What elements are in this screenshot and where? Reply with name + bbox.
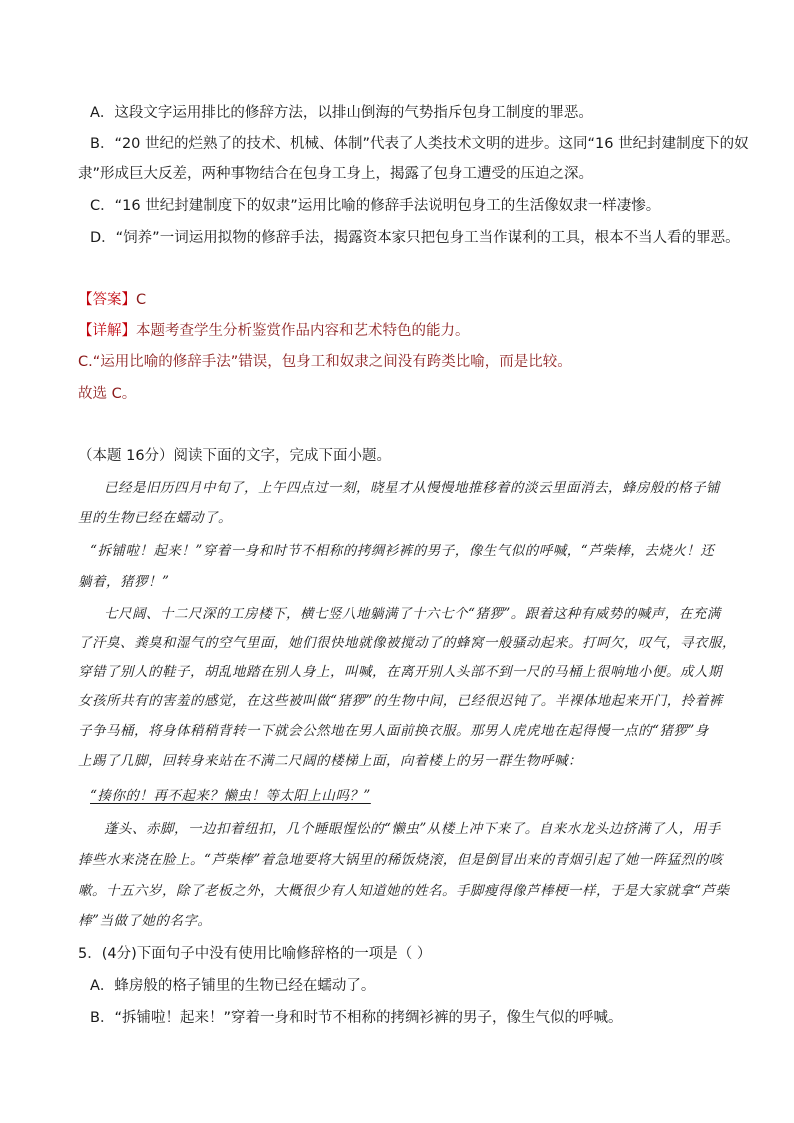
passage-p3-line6: 上踢了几脚，回转身来站在不满二尺阔的楼梯上面，向着楼上的另一群生物呼喊： xyxy=(78,753,582,769)
passage-p1-line2: 里的生物已经在蠕动了。 xyxy=(78,510,232,526)
option-b-line2: 隶”形成巨大反差，两种事物结合在包身工身上，揭露了包身工遭受的压迫之深。 xyxy=(78,166,594,182)
option-b-line1: B．“20 世纪的烂熟了的技术、机械、体制”代表了人类技术文明的进步。这同“16 世纪封建制度下的奴 xyxy=(90,136,749,152)
explanation-line: C.“运用比喻的修辞手法”错误，包身工和奴隶之间没有跨类比喻，而是比较。 xyxy=(78,354,572,370)
passage-p2-line2: 躺着，猪猡！” xyxy=(78,574,170,590)
passage-p3-line1: 七尺阔、十二尺深的工房楼下，横七竖八地躺满了十六七个“猪猡”。跟着这种有威势的喊声，在充满 xyxy=(104,606,721,622)
passage-p1-line1: 已经是旧历四月中旬了，上午四点过一刻，晓星才从慢慢地推移着的淡云里面消去，蜂房般的格子铺 xyxy=(104,480,720,496)
passage-p3-line4: 女孩所共有的害羞的感觉，在这些被叫做“猪猡”的生物中间，已经很迟钝了。半裸体地起来开门，拎着裤 xyxy=(78,693,723,709)
detail-tag: 【详解】 xyxy=(78,323,136,339)
passage-p5-line4: 棒”当做了她的名字。 xyxy=(78,913,212,929)
question-5-option-a: A．蜂房般的格子铺里的生物已经在蠕动了。 xyxy=(90,978,376,994)
option-d: D．“饲养”一词运用拟物的修辞手法，揭露资本家只把包身工当作谋利的工具，根本不当人看的罪恶。 xyxy=(90,230,740,246)
detail-text: 本题考查学生分析鉴赏作品内容和艺术特色的能力。 xyxy=(136,323,470,339)
option-c: C．“16 世纪封建制度下的奴隶”运用比喻的修辞手法说明包身工的生活像奴隶一样凄惨。 xyxy=(90,198,661,214)
conclusion-line: 故选 C。 xyxy=(78,386,137,402)
passage-p3-line2: 了汗臭、粪臭和湿气的空气里面，她们很快地就像被搅动了的蜂窝一般骚动起来。打呵欠，叹气，寻衣服， xyxy=(78,635,736,651)
passage-p5-line1: 蓬头、赤脚，一边扣着纽扣，几个睡眼惺忪的“懒虫”从楼上冲下来了。自来水龙头边挤满了人，用手 xyxy=(104,821,721,837)
answer-value: C xyxy=(136,292,147,308)
passage-p2-line1: “拆铺啦！起来！”穿着一身和时节不相称的拷绸衫裤的男子，像生气似的呼喊，“芦柴棒，去烧火！还 xyxy=(90,543,715,559)
answer-tag: 【答案】 xyxy=(78,292,136,308)
option-a: A．这段文字运用排比的修辞方法，以排山倒海的气势指斥包身工制度的罪恶。 xyxy=(90,105,593,121)
detail-line xyxy=(78,321,470,341)
passage-p4-quote: “揍你的！再不起来？懒虫！等太阳上山吗？” xyxy=(90,788,371,804)
answer-line xyxy=(78,290,146,310)
passage-p3-line5: 子争马桶，将身体稍稍背转一下就会公然地在男人面前换衣服。那男人虎虎地在起得慢一点的“猪猡”身 xyxy=(78,723,709,739)
passage-p5-line3: 嗽。十五六岁，除了老板之外，大概很少有人知道她的姓名。手脚瘦得像芦棒梗一样，于是大家就拿“芦柴 xyxy=(78,883,730,899)
question-5-stem: 5．(4分)下面句子中没有使用比喻修辞格的一项是（ ） xyxy=(78,946,432,962)
question-5-option-b: B．“拆铺啦！起来！”穿着一身和时节不相称的拷绸衫裤的男子，像生气似的呼喊。 xyxy=(90,1010,623,1026)
passage-p3-line3: 穿错了别人的鞋子，胡乱地踏在别人身上，叫喊，在离开别人头部不到一尺的马桶上很响地小便。成人期 xyxy=(78,664,722,680)
reading-intro: （本题 16分）阅读下面的文字，完成下面小题。 xyxy=(78,448,392,464)
passage-p5-line2: 捧些水来浇在脸上。“芦柴棒”着急地要将大锅里的稀饭烧滚，但是倒冒出来的青烟引起了她一阵猛烈的咳 xyxy=(78,852,723,868)
